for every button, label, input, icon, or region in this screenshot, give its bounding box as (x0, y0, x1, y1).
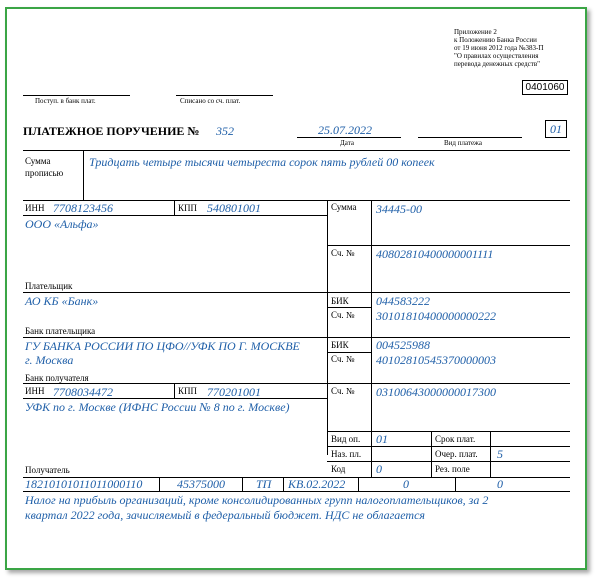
payer-kpp-label: КПП (178, 203, 198, 213)
appendix-line-1: Приложение 2 (454, 28, 497, 36)
op-type-label: Вид оп. (331, 434, 361, 444)
payer-bank-account-label: Сч. № (331, 310, 355, 320)
payee-bank-account-label: Сч. № (331, 354, 355, 364)
payer-inn-label: ИНН (25, 203, 45, 213)
tax-doc-date: 0 (497, 477, 503, 491)
payee-bank-bik-label: БИК (331, 340, 349, 350)
payer-account: 40802810400000001111 (376, 247, 494, 261)
payee-kpp: 770201001 (207, 385, 261, 399)
document-title: ПЛАТЕЖНОЕ ПОРУЧЕНИЕ № (23, 124, 200, 138)
op-type-value: 01 (376, 432, 388, 446)
payee-kpp-label: КПП (178, 386, 198, 396)
appendix-line-2: к Положению Банка России (454, 36, 537, 44)
payer-kpp: 540801001 (207, 201, 261, 215)
tax-period: КВ.02.2022 (288, 477, 346, 491)
appendix-line-5: перевода денежных средств" (454, 60, 541, 68)
payer-bank-bik-label: БИК (331, 296, 349, 306)
tax-basis: ТП (256, 477, 272, 491)
payer-label: Плательщик (25, 281, 73, 291)
payee-bank-name-2: г. Москва (25, 353, 74, 367)
payer-inn: 7708123456 (53, 201, 113, 215)
purpose-line-1: Налог на прибыль организаций, кроме консолидированных групп налогоплательщиков, за 2 (25, 493, 489, 507)
payee-bank-label: Банк получателя (25, 373, 89, 383)
purpose-code-label: Наз. пл. (331, 449, 362, 459)
received-label: Поступ. в банк плат. (35, 97, 96, 105)
tax-oktmo: 45375000 (177, 477, 225, 491)
date-label: Дата (340, 139, 354, 147)
payment-type-label: Вид платежа (444, 139, 483, 147)
order-value: 5 (497, 447, 503, 461)
payer-account-label: Сч. № (331, 248, 355, 258)
form-code: 0401060 (525, 82, 565, 93)
payee-name: УФК по г. Москве (ИФНС России № 8 по г. Москве) (25, 400, 290, 414)
payee-bank-bik: 004525988 (376, 338, 430, 352)
payer-bank-name: АО КБ «Банк» (25, 294, 99, 308)
payee-bank-account: 40102810545370000003 (376, 353, 496, 367)
payee-inn: 7708034472 (53, 385, 113, 399)
due-label: Срок плат. (435, 434, 476, 444)
payer-name: ООО «Альфа» (25, 217, 99, 231)
appendix-line-4: "О правилах осуществления (454, 52, 539, 60)
amount-words-label-1: Сумма (25, 156, 51, 166)
debited-label: Списано со сч. плат. (180, 97, 241, 105)
order-label: Очер. плат. (435, 449, 478, 459)
payee-label: Получатель (25, 465, 70, 475)
payee-account: 03100643000000017300 (376, 385, 496, 399)
tax-kbk: 18210101011011000110 (25, 477, 143, 491)
code-value: 0 (376, 462, 382, 476)
amount-words-label-2: прописью (25, 168, 64, 178)
reserve-label: Рез. поле (435, 464, 470, 474)
payer-bank-account: 30101810400000000222 (376, 309, 496, 323)
payee-account-label: Сч. № (331, 386, 355, 396)
payee-inn-label: ИНН (25, 386, 45, 396)
code-label: Код (331, 464, 346, 474)
payer-bank-bik: 044583222 (376, 294, 430, 308)
payee-bank-name-1: ГУ БАНКА РОССИИ ПО ЦФО//УФК ПО Г. МОСКВЕ (25, 339, 300, 353)
purpose-line-2: квартал 2022 года, зачисляемый в федеральный бюджет. НДС не облагается (25, 508, 426, 522)
tax-doc-number: 0 (403, 477, 409, 491)
amount-value: 34445-00 (376, 202, 422, 216)
payer-bank-label: Банк плательщика (25, 326, 96, 336)
status-code-box (545, 120, 567, 138)
document-date: 25.07.2022 (318, 123, 372, 137)
appendix-line-3: от 19 июня 2012 года №383-П (454, 44, 544, 52)
document-number: 352 (216, 124, 234, 138)
amount-words-value: Тридцать четыре тысячи четыреста сорок пять рублей 00 копеек (89, 155, 435, 169)
status-code: 01 (550, 122, 562, 136)
form-code-box (522, 80, 568, 95)
amount-label: Сумма (331, 202, 357, 212)
